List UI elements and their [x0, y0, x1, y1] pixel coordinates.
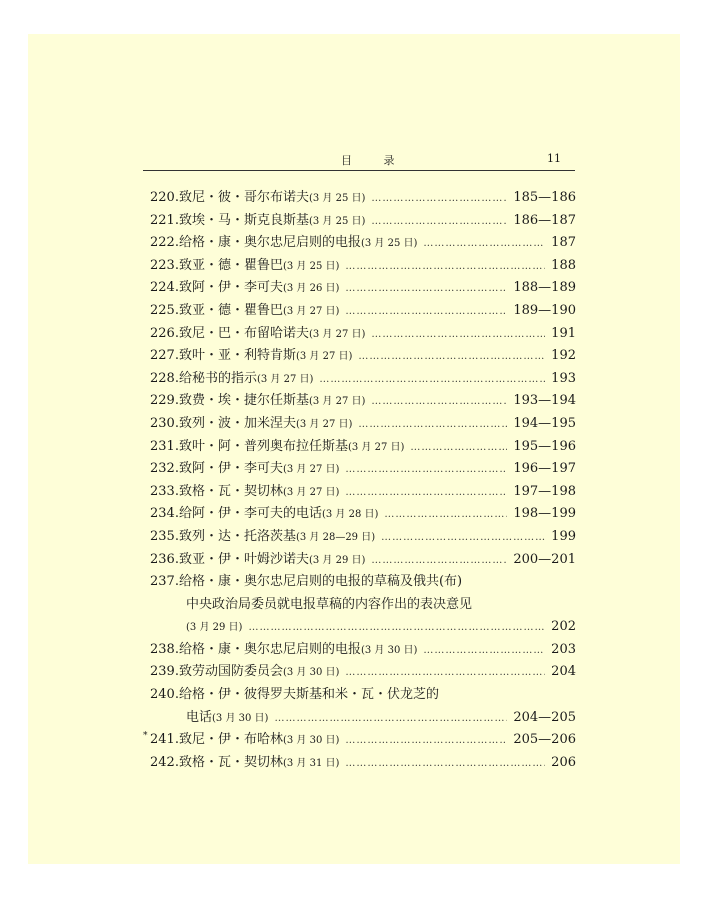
entry-number: 242. [150, 754, 179, 770]
entry-date: (3 月 29 日) [186, 622, 243, 634]
entry-title: 致劳动国防委员会 [178, 664, 283, 680]
entry-number: 236. [150, 551, 179, 567]
entry-date: (3 月 27 日) [256, 373, 314, 385]
entry-date: (3 月 25 日) [308, 215, 366, 227]
leader-dots [371, 211, 507, 234]
toc-entry [150, 549, 576, 572]
entry-pages: 194—195 [513, 415, 576, 431]
entry-number: 233. [150, 483, 179, 499]
entry-date: (3 月 30 日) [212, 712, 269, 724]
entry-pages: 197—198 [513, 483, 576, 499]
leader-dots [319, 369, 545, 392]
toc-entry [150, 526, 576, 549]
entry-title: 致叶・亚・利特肯斯 [178, 348, 296, 364]
page-header [143, 152, 575, 171]
entry-title: 致亚・伊・叶姆沙诺夫 [178, 551, 309, 567]
entry-title: 致阿・伊・李可夫 [178, 461, 283, 477]
toc-entry [150, 413, 576, 436]
entry-title-continued: 电话 [186, 709, 213, 725]
entry-date: (3 月 27 日) [282, 486, 340, 498]
toc-entry-240 [150, 684, 576, 729]
entry-date: (3 月 26 日) [282, 283, 340, 295]
entry-date: (3 月 25 日) [360, 238, 418, 250]
toc-entry [150, 210, 576, 233]
entry-pages: 191 [551, 325, 576, 341]
leader-dots [371, 188, 507, 211]
entry-title: 致费・埃・捷尔任斯基 [178, 393, 309, 409]
entry-pages: 189—190 [513, 302, 576, 318]
entry-number: 234. [150, 506, 179, 522]
entry-date: (3 月 31 日) [282, 757, 340, 769]
entry-pages: 192 [551, 348, 576, 364]
toc-entry [150, 232, 576, 255]
entry-title: 致亚・德・瞿鲁巴 [178, 257, 283, 273]
toc-entry [150, 368, 576, 391]
leader-dots [274, 708, 507, 731]
toc-entry [150, 345, 576, 368]
entry-number: 235. [150, 528, 179, 544]
toc-entry [143, 729, 576, 752]
header-title: 目 录 [341, 154, 409, 167]
entry-pages: 202 [551, 619, 576, 635]
entry-number: 232. [150, 461, 179, 477]
entry-title: 致埃・马・斯克良斯基 [178, 212, 309, 228]
entry-date: (3 月 30 日) [282, 735, 340, 747]
entry-number: 230. [150, 415, 179, 431]
entry-pages: 204 [551, 664, 576, 680]
entry-title: 给秘书的指示 [178, 370, 257, 386]
entry-pages: 204—205 [513, 709, 576, 725]
entry-number: 227. [150, 348, 179, 364]
leader-dots [371, 391, 507, 414]
leader-dots [345, 459, 507, 482]
entry-title: 致格・瓦・契切林 [178, 754, 283, 770]
entry-date: (3 月 30 日) [282, 667, 340, 679]
entry-pages: 196—197 [513, 461, 576, 477]
entry-date: (3 月 27 日) [282, 464, 340, 476]
entry-number: 238. [150, 641, 179, 657]
leader-dots [345, 753, 545, 776]
leader-dots [371, 324, 545, 347]
entry-pages: 193 [551, 370, 576, 386]
entry-pages: 203 [551, 641, 576, 657]
entry-number: 240. [150, 687, 179, 703]
entry-title: 给格・伊・彼得罗夫斯基和米・瓦・伏龙芝的 [178, 687, 439, 703]
leader-dots [345, 278, 507, 301]
toc-entry [150, 639, 576, 662]
toc-entry [150, 436, 576, 459]
toc-entry [150, 752, 576, 775]
entry-number: 220. [150, 190, 179, 205]
entry-date: (3 月 27 日) [308, 396, 366, 408]
entry-title: 致阿・伊・李可夫 [178, 280, 283, 296]
toc-entry [150, 503, 576, 526]
leader-dots [248, 617, 545, 640]
entry-pages: 188 [551, 257, 576, 273]
entry-pages: 187 [551, 235, 576, 251]
toc-entry [150, 300, 576, 323]
entry-number: 225. [150, 302, 179, 318]
leader-dots [423, 233, 545, 256]
entry-date: (3 月 25 日) [282, 260, 340, 272]
entry-date: (3 月 30 日) [360, 644, 418, 656]
leader-dots [345, 482, 507, 505]
entry-title: 致叶・阿・普列奥布拉任斯基 [178, 438, 348, 454]
entry-title: 致亚・德・瞿鲁巴 [178, 302, 283, 318]
entry-number: 223. [150, 257, 179, 273]
entry-number: 228. [150, 370, 179, 386]
entry-pages: 193—194 [513, 393, 576, 409]
leader-dots [345, 730, 507, 753]
toc-entry [150, 481, 576, 504]
entry-pages: 206 [551, 754, 576, 770]
toc-entry [150, 390, 576, 413]
leader-dots [345, 301, 507, 324]
entry-number: 229. [150, 393, 179, 409]
footnote-marker: * [143, 731, 148, 742]
entry-date: (3 月 29 日) [308, 554, 366, 566]
entry-number: 231. [150, 438, 179, 454]
entry-pages: 198—199 [513, 506, 576, 522]
entry-title: 致尼・巴・布留哈诺夫 [178, 325, 309, 341]
leader-dots [381, 527, 545, 550]
leader-dots [345, 662, 545, 685]
leader-dots [384, 504, 507, 527]
entry-number: 239. [150, 664, 179, 680]
entry-title: 给格・康・奥尔忠尼启则的电报 [178, 235, 361, 251]
toc-entry [150, 323, 576, 346]
leader-dots [358, 414, 507, 437]
entry-date: (3 月 27 日) [295, 418, 353, 430]
toc-entry [150, 661, 576, 684]
entry-date: (3 月 27 日) [282, 305, 340, 317]
toc-entry [150, 255, 576, 278]
entry-title-continued: 中央政治局委员就电报草稿的内容作出的表决意见 [186, 596, 473, 612]
entry-number: 237. [150, 574, 179, 590]
leader-dots [345, 256, 545, 279]
entry-pages: 185—186 [513, 190, 576, 205]
entry-number: 226. [150, 325, 179, 341]
entry-number: 222. [150, 235, 179, 251]
entry-title: 致尼・彼・哥尔布诺夫 [178, 190, 309, 205]
entry-date: (3 月 27 日) [308, 328, 366, 340]
entry-number: 241. [150, 732, 179, 748]
entry-date: (3 月 28 日) [321, 509, 379, 521]
entry-pages: 195—196 [513, 438, 576, 454]
entry-title: 给格・康・奥尔忠尼启则的电报 [178, 641, 361, 657]
entry-pages: 188—189 [513, 280, 576, 296]
entry-title: 给格・康・奥尔忠尼启则的电报的草稿及俄共(布) [178, 574, 463, 590]
leader-dots [423, 640, 545, 663]
entry-number: 224. [150, 280, 179, 296]
entry-pages: 205—206 [513, 732, 576, 748]
toc-entry [150, 277, 576, 300]
leader-dots [371, 550, 507, 573]
entry-title: 致尼・伊・布哈林 [178, 732, 283, 748]
entry-title: 致格・瓦・契切林 [178, 483, 283, 499]
entry-title: 致列・波・加米涅夫 [178, 415, 296, 431]
entry-number: 221. [150, 212, 179, 228]
header-page-number: 11 [547, 152, 561, 165]
leader-dots [410, 437, 507, 460]
entry-title: 给阿・伊・李可夫的电话 [178, 506, 322, 522]
toc-entry [150, 458, 576, 481]
toc-entry [150, 187, 576, 210]
entry-pages: 200—201 [513, 551, 576, 567]
entry-date: (3 月 25 日) [308, 193, 366, 204]
entry-date: (3 月 27 日) [295, 351, 353, 363]
entry-pages: 186—187 [513, 212, 576, 228]
entry-date: (3 月 27 日) [347, 441, 405, 453]
leader-dots [358, 346, 545, 369]
table-of-contents [143, 187, 576, 774]
entry-title: 致列・达・托洛茨基 [178, 528, 296, 544]
entry-date: (3 月 28—29 日) [295, 531, 376, 543]
toc-entry-237 [150, 571, 576, 639]
entry-pages: 199 [551, 528, 576, 544]
